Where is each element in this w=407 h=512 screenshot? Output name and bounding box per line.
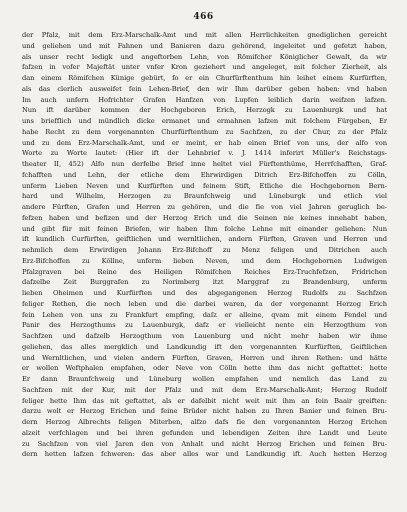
- text-line: Panir des Herzogthums zu Lauenburgk, dafz er vielleicht nente ein Herzogthum von: [22, 321, 387, 330]
- text-line: Er dann Braunfchweig und Lüneburg wollen empfahen und nemlich das Land zu: [22, 375, 387, 383]
- text-line: Sachfzen mit der Kur, mit der Pfalz und mit dem Erz-Marschalk-Amt; Herzog Rudolf: [22, 385, 387, 394]
- text-line: dan einem Römifchen Künige gebürt, fo er ein Churfürftenthum hin leihet einem Kurfürften,: [22, 74, 387, 82]
- text-line: als unser recht ledigk und angeftorben Lehn, von Römifcher Königlicher Gewalt, da wir: [22, 52, 387, 61]
- text-line: theater II, 452) Alfo nun derfelbe Brief inne heltet viel Fürftenthüme, Herrfchafften, Graf-: [22, 160, 387, 168]
- text-line: Nun ift darüber kommen der Hochgeboren Erich, Herzogk zu Lauenburgk und hat: [22, 106, 387, 115]
- text-line: uns briefflich und mündlich dicke ermanet und ermahnen lafzen mit folchem Fürgeben, Er: [22, 117, 387, 125]
- text-line: und gibt für mit feinen Briefen, wir haben Ihm folche Lehne mit einander geliehen: Nun: [22, 224, 387, 233]
- text-line: lieben Oheimen und Kurfürften und des abgegangenen Herzog Rudolfs zu Sachfzen: [22, 289, 387, 297]
- text-line: ift kundlich Curfürften, geiftlichen und wernltlichen, andern Fürften, Graven und Herren und: [22, 235, 387, 244]
- text-line: und geliehen und mit Fahnen und Banieren dazu gehörend, ingeleitet und gefetzt haben,: [22, 41, 387, 50]
- text-line: andere Fürften, Grafen und Herren zu gehören, und die fie von viel Jahren geruglich be-: [22, 203, 387, 211]
- text-line: fchafften und Lehn, der etliche dem Ehrwirdigen Ditrich Erz-Bifchoffen zu Cölln,: [22, 170, 387, 179]
- text-line: darzu wolt er Herzog Erichen und feine Brüder nicht haben zu Ihren Banier und feinen Bru-: [22, 407, 387, 416]
- text-line: Erz-Bifchoffen zu Köllne, unferm lieben Neven, und dem Hochgebornen Ludwigen: [22, 256, 387, 265]
- text-line: geliehen, das alles mergklich und Landkundig ift den vorgenannten Kurfürften, Geiftlichen: [22, 342, 387, 351]
- text-line: unferm Lieben Neven und Kurfürften und feinem Stift, Etliche die Hochgebornen Bern-: [22, 181, 387, 190]
- text-line: fein Lehen von uns zu Frankfurt empfing, daſz er alleine, qvam mit einem Fendel und: [22, 310, 387, 319]
- text-line: Im auch unfern Hofrichter Grafen Hanfzen von Lupfen leiblich darin weifzen lafzen.: [22, 95, 387, 104]
- text-line: zu Sachfzen von viel Jaren den von Anhalt und nicht Herzog Erichen und feinen Bru-: [22, 439, 387, 448]
- text-line: feliger hette Ihm das nit geftattet, als er dafelbit nicht weit mit ihm an fein Baair greiften:: [22, 396, 387, 405]
- text-line: dern Herzog Albrechts feligen Miterben, alfzo dafs fie den vorgenannten Herzog Erichen: [22, 418, 387, 426]
- text-line: und Wernltlichen, und vielen andern Fürften, Graven, Herren und ihren Rethen: und hätte: [22, 353, 387, 362]
- text-line: fefzen haben und befizen und der Herzog Erich und die Seinen nie keines innehabt haben,: [22, 213, 387, 222]
- text-line: Worte zu Worte lautet: (Hier ift der Lehnbrief v. J. 1414 inferirt Müller's Reichstags-: [22, 149, 387, 158]
- text-line: alzeit verfchlagen und bei ihren gefunden und lebendigen Zeiten ihre Landt und Leute: [22, 428, 387, 437]
- text-line: Pfalzgraven bei Reine des Heiligen Römifchen Reiches Erz-Truchfefzen, Fridrichen: [22, 267, 387, 276]
- text-line: er wollen Weftphalen empfahen, oder Neve von Cölln hette ihm das nicht geftattet: hette: [22, 364, 387, 373]
- text-line: Sachfzen und dafzelb Herzogthum von Lauenburg und nicht mehr haben wir ihme: [22, 332, 387, 340]
- text-line: dern hetten lafzen fchweren: das aber alles war und Landkundig ift. Auch hetten Herzog: [22, 450, 387, 459]
- text-line: und zu dem Erz-Marschalk-Amt, und er meint, er hab einen Brief von uns, der alfo von: [22, 138, 387, 147]
- text-line: der Pfalz, mit dem Erz-Marschalk-Amt und mit allen Herrlichkeiten gnediglichen gereicht: [22, 31, 387, 39]
- text-line: dafzelbe Zeit Burggrafen zu Norimberg itzt Marggraf zu Brandenburg, unferm: [22, 278, 387, 287]
- page-number: 466: [193, 12, 214, 22]
- text-line: hard und Wilhelm, Herzogen zu Braunfchweig und Lüneburgk und etlich viel: [22, 192, 387, 201]
- text-line: feliger Rethen, die noch leben und die darbei waren, da der vorgenannt Herzog Erich: [22, 299, 387, 308]
- text-line: nehmlich dem Erwirdigen Johann Erz-Bifchoff zu Menz feligen und Ditrichen auch: [22, 246, 387, 254]
- text-line: als das clerlich ausweifet fein Lehen-Brief, den wir Ihm darüber geben haben: vnd haben: [22, 84, 387, 93]
- body-text: [22, 30, 387, 460]
- text-line: fafzen in vofer Majeftät unter vnfer Kron geziehert und angeleget, mit folcher Zierheit, als: [22, 63, 387, 72]
- text-line: habe Recht zu dem vorgenannten Churfürftenthum zu Sachfzen, zu der Chur, zu der Pfalz: [22, 127, 387, 136]
